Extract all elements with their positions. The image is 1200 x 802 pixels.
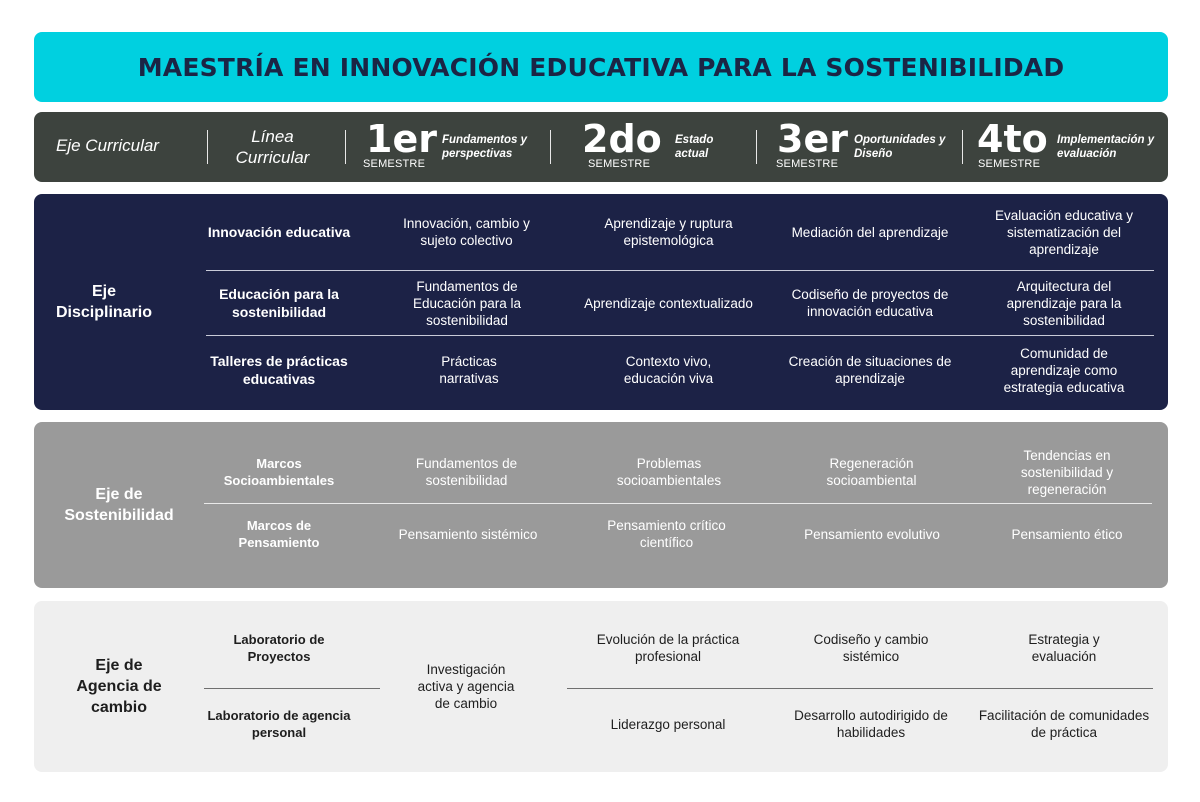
semester-word: SEMESTRE <box>776 158 839 170</box>
course-cell: Comunidad de aprendizaje como estrategia educativa <box>1003 345 1125 395</box>
course-cell: Codiseño de proyectos de innovación educativa <box>791 287 949 319</box>
eje-curricular-heading: Eje Curricular <box>56 136 159 155</box>
course-cell: Creación de situaciones de aprendizaje <box>788 354 952 386</box>
row-divider <box>204 503 1152 504</box>
course-cell: Contexto vivo, educación viva <box>623 354 714 386</box>
semester-word: SEMESTRE <box>363 158 426 170</box>
eje-disciplinario-section <box>34 194 1168 410</box>
linea-curricular-heading: Línea Curricular <box>235 127 310 167</box>
header-divider <box>345 130 346 164</box>
course-cell: Pensamiento crítico científico <box>607 518 726 550</box>
curricular-line-label: Laboratorio de Proyectos <box>233 632 325 664</box>
header-divider <box>207 130 208 164</box>
course-cell: Pensamiento ético <box>1011 526 1123 542</box>
header-divider <box>550 130 551 164</box>
course-cell: Arquitectura del aprendizaje para la sostenibilidad <box>1006 278 1122 328</box>
semester-header <box>34 112 1168 182</box>
course-cell: Prácticas narrativas <box>439 354 499 386</box>
eje-sostenibilidad-section <box>34 422 1168 588</box>
semester-description: Implementación y evaluación <box>1057 134 1155 160</box>
course-cell: Evaluación educativa y sistematización del aprendizaje <box>994 207 1134 257</box>
course-cell: Facilitación de comunidades de práctica <box>978 708 1150 740</box>
header-divider <box>962 130 963 164</box>
course-cell: Tendencias en sostenibilidad y regeneración <box>1020 447 1114 497</box>
course-cell: Aprendizaje contextualizado <box>584 295 753 311</box>
course-cell: Codiseño y cambio sistémico <box>813 632 929 664</box>
curricular-line-label: Talleres de prácticas educativas <box>210 353 348 387</box>
curricular-line-label: Marcos de Pensamiento <box>238 518 320 550</box>
axis-label: Eje de Agencia de cambio <box>76 657 162 716</box>
row-divider <box>204 688 380 689</box>
semester-description: Oportunidades y Diseño <box>854 134 946 160</box>
row-divider <box>567 688 1153 689</box>
course-cell: Estrategia y evaluación <box>1028 632 1100 664</box>
axis-label: Eje Disciplinario <box>55 283 153 321</box>
course-cell: Fundamentos de sostenibilidad <box>415 456 518 488</box>
semester-number: 1er <box>366 117 437 161</box>
curricular-line-label: Innovación educativa <box>207 224 351 240</box>
semester-word: SEMESTRE <box>588 158 651 170</box>
course-cell: Mediación del aprendizaje <box>791 224 949 240</box>
course-cell: Innovación, cambio y sujeto colectivo <box>403 216 530 248</box>
eje-agencia-section <box>34 601 1168 772</box>
course-cell: Pensamiento sistémico <box>398 526 538 542</box>
course-cell: Aprendizaje y ruptura epistemológica <box>604 216 733 248</box>
semester-description: Estado actual <box>675 134 714 160</box>
semester-description: Fundamentos y perspectivas <box>442 134 527 160</box>
header-divider <box>756 130 757 164</box>
semester-number: 2do <box>582 117 662 161</box>
course-cell: Evolución de la práctica profesional <box>596 632 740 664</box>
course-cell: Fundamentos de Educación para la sostenibilidad <box>412 278 522 328</box>
semester-number: 4to <box>977 117 1048 161</box>
shared-course-cell: Investigación activa y agencia de cambio <box>417 661 515 711</box>
course-cell: Desarrollo autodirigido de habilidades <box>794 708 948 740</box>
course-cell: Pensamiento evolutivo <box>804 526 940 542</box>
course-cell: Liderazgo personal <box>610 716 726 732</box>
axis-label: Eje de Sostenibilidad <box>64 486 174 524</box>
semester-word: SEMESTRE <box>978 158 1041 170</box>
title-banner <box>34 32 1168 102</box>
page-title: MAESTRÍA EN INNOVACIÓN EDUCATIVA PARA LA SOSTENIBILIDAD <box>137 52 1065 82</box>
curricular-line-label: Laboratorio de agencia personal <box>207 708 351 740</box>
course-cell: Problemas socioambientales <box>616 456 722 488</box>
curricular-line-label: Marcos Socioambientales <box>223 456 335 488</box>
course-cell: Regeneración socioambiental <box>826 456 917 488</box>
row-divider <box>206 270 1154 271</box>
curricular-line-label: Educación para la sostenibilidad <box>219 286 339 320</box>
semester-number: 3er <box>777 117 848 161</box>
